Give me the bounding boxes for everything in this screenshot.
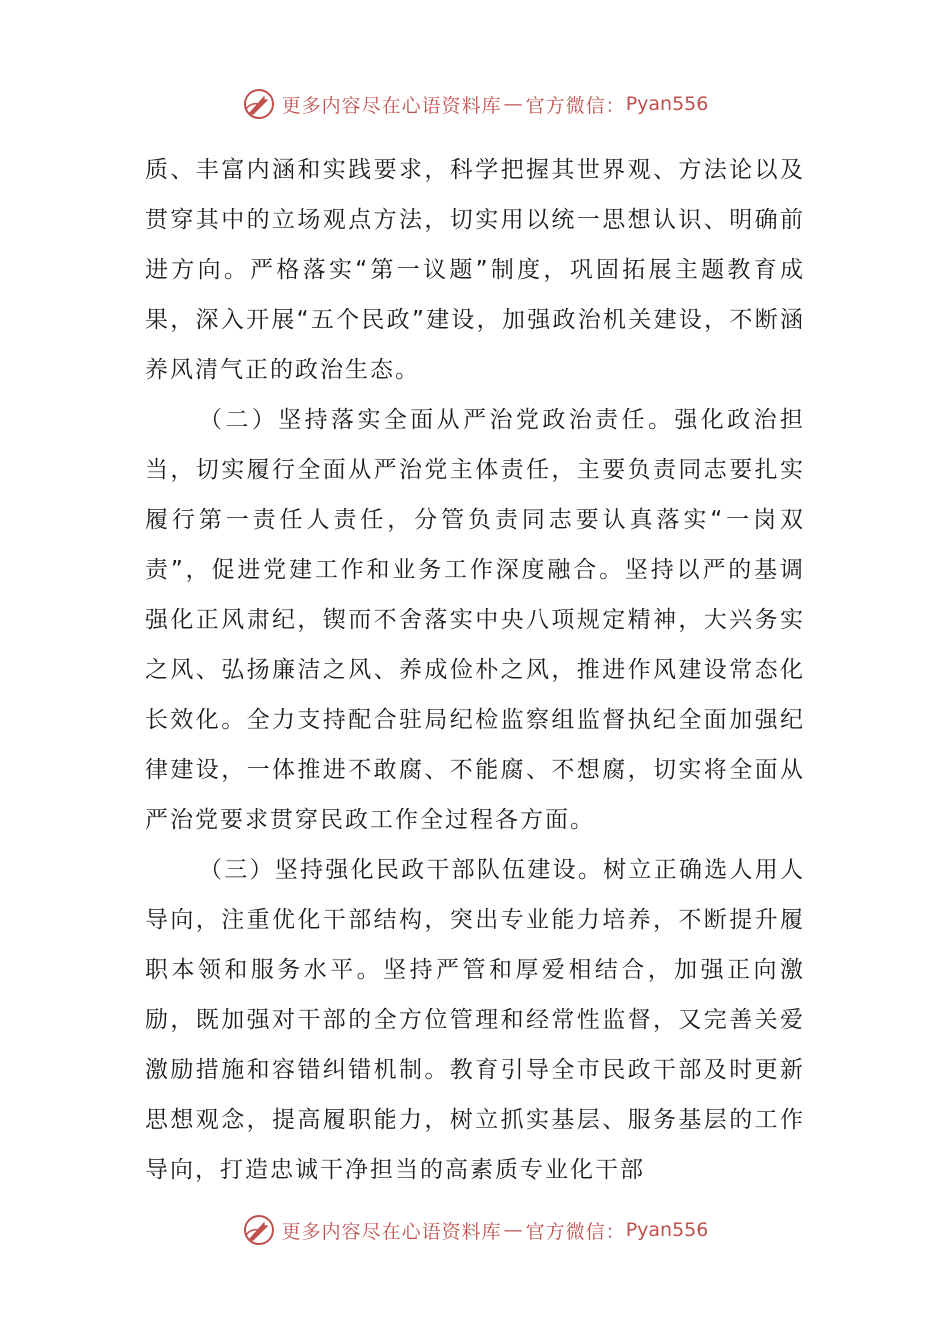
body-paragraph-1: 质、丰富内涵和实践要求，科学把握其世界观、方法论以及贯穿其中的立场观点方法，切实用以统一思想认识、明确前进方向。严格落实“第一议题”制度，巩固拓展主题教育成果，深入开展“五个民政”建设，加强政治机关建设，不断涵养风清气正的政治生态。 bbox=[145, 157, 805, 383]
banner-wechat-id: Pyan556 bbox=[625, 1219, 709, 1241]
banner-wechat-label: 官方微信： bbox=[525, 1220, 626, 1243]
footer-banner bbox=[0, 1210, 950, 1250]
pen-nib-logo-icon bbox=[242, 1213, 276, 1247]
banner-brand-text: 更多内容尽在心语资料库 bbox=[281, 1220, 502, 1243]
banner-brand-text: 更多内容尽在心语资料库 bbox=[281, 94, 502, 117]
banner-separator: — bbox=[503, 93, 524, 115]
banner-separator: — bbox=[503, 1219, 524, 1241]
banner-wechat-id: Pyan556 bbox=[625, 93, 709, 115]
body-paragraph-2: （二）坚持落实全面从严治党政治责任。强化政治担当，切实履行全面从严治党主体责任，主要负责同志要扎实履行第一责任人责任，分管负责同志要认真落实“一岗双责”，促进党建工作和业务工作深度融合。坚持以严的基调强化正风肃纪，锲而不舍落实中央八项规定精神，大兴务实之风、弘扬廉洁之风、养成俭朴之风，推进作风建设常态化长效化。全力支持配合驻局纪检监察组监督执纪全面加强纪律建设，一体推进不敢腐、不能腐、不想腐，切实将全面从严治党要求贯穿民政工作全过程各方面。 bbox=[145, 407, 805, 833]
document-body bbox=[145, 145, 805, 1195]
body-paragraph-3: （三）坚持强化民政干部队伍建设。树立正确选人用人导向，注重优化干部结构，突出专业能力培养，不断提升履职本领和服务水平。坚持严管和厚爱相结合，加强正向激励，既加强对干部的全方位管理和经常性监督，又完善关爱激励措施和容错纠错机制。教育引导全市民政干部及时更新思想观念，提高履职能力，树立抓实基层、服务基层的工作导向，打造忠诚干净担当的高素质专业化干部 bbox=[145, 857, 805, 1183]
header-banner bbox=[0, 84, 950, 124]
pen-nib-logo-icon bbox=[242, 87, 276, 121]
banner-wechat-label: 官方微信： bbox=[525, 94, 626, 117]
